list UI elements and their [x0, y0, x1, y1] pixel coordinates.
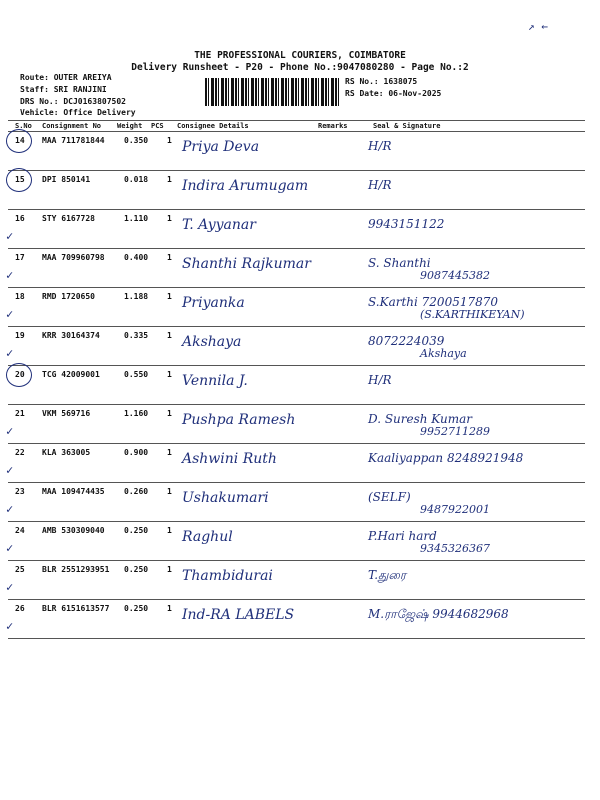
row-consignee: Indira Arumugam — [182, 178, 309, 194]
row-sno: 19 — [15, 331, 25, 340]
row-consignee: Shanthi Rajkumar — [182, 256, 311, 272]
row-pcs: 1 — [167, 409, 172, 418]
row-rule — [8, 365, 585, 366]
row-rule — [8, 209, 585, 210]
check-mark: ✓ — [6, 346, 14, 360]
row-rule — [8, 638, 585, 639]
row-weight: 0.400 — [124, 253, 149, 262]
row-consignment: BLR 2551293951 — [42, 565, 110, 574]
row-weight: 0.250 — [124, 565, 149, 574]
row-consignee: Akshaya — [182, 334, 242, 350]
col-consignee: Consignee Details — [177, 122, 249, 130]
col-weight: Weight — [117, 122, 143, 130]
row-sno: 25 — [15, 565, 25, 574]
row-signature: T.துரை — [368, 568, 407, 582]
route-label: Route: OUTER AREIYA — [20, 73, 112, 82]
row-consignment: DPI 850141 — [42, 175, 91, 184]
rs-date: RS Date: 06-Nov-2025 — [345, 89, 442, 98]
row-weight: 1.110 — [124, 214, 149, 223]
corner-scribble: ↗ ← — [528, 20, 548, 33]
row-rule — [8, 443, 585, 444]
row-consignee: Priyanka — [182, 295, 245, 311]
row-signature: H/R — [368, 373, 392, 387]
check-mark: ✓ — [6, 541, 14, 555]
row-consignment: MAA 709960798 — [42, 253, 105, 262]
row-signature: S. Shanthi — [368, 256, 431, 270]
row-signature-extra: (S.KARTHIKEYAN) — [420, 308, 525, 321]
sno-circle — [6, 129, 32, 153]
header-rule-top — [8, 120, 585, 121]
row-pcs: 1 — [167, 448, 172, 457]
row-consignment: BLR 6151613577 — [42, 604, 110, 613]
row-rule — [8, 326, 585, 327]
row-consignment: AMB 530309040 — [42, 526, 105, 535]
check-mark: ✓ — [6, 502, 14, 516]
row-rule — [8, 521, 585, 522]
row-weight: 1.188 — [124, 292, 149, 301]
col-remarks: Remarks — [318, 122, 348, 130]
row-weight: 0.260 — [124, 487, 149, 496]
row-rule — [8, 287, 585, 288]
row-weight: 0.335 — [124, 331, 149, 340]
row-pcs: 1 — [167, 565, 172, 574]
row-sno: 24 — [15, 526, 25, 535]
row-consignee: Pushpa Ramesh — [182, 412, 296, 428]
row-consignee: Ashwini Ruth — [182, 451, 277, 467]
row-signature: 8072224039 — [368, 334, 445, 348]
row-consignment: RMD 1720650 — [42, 292, 95, 301]
row-signature: S.Karthi 7200517870 — [368, 295, 499, 309]
row-signature: P.Hari hard — [368, 529, 437, 543]
sno-circle — [6, 168, 32, 192]
row-consignment: KLA 363005 — [42, 448, 91, 457]
row-rule — [8, 560, 585, 561]
row-consignment: MAA 109474435 — [42, 487, 105, 496]
rs-number: RS No.: 1638075 — [345, 77, 418, 86]
row-consignee: Ushakumari — [182, 490, 269, 506]
row-pcs: 1 — [167, 136, 172, 145]
check-mark: ✓ — [6, 580, 14, 594]
row-consignment: STY 6167728 — [42, 214, 95, 223]
row-sno: 23 — [15, 487, 25, 496]
col-pcs: PCS — [151, 122, 164, 130]
row-consignee: Vennila J. — [182, 373, 248, 389]
row-pcs: 1 — [167, 526, 172, 535]
row-weight: 0.350 — [124, 136, 149, 145]
row-signature: H/R — [368, 178, 392, 192]
row-consignment: VKM 569716 — [42, 409, 91, 418]
row-rule — [8, 248, 585, 249]
check-mark: ✓ — [6, 229, 14, 243]
header-rule-bottom — [8, 131, 585, 132]
row-sno: 16 — [15, 214, 25, 223]
sno-circle — [6, 363, 32, 387]
check-mark: ✓ — [6, 619, 14, 633]
row-weight: 0.550 — [124, 370, 149, 379]
row-pcs: 1 — [167, 292, 172, 301]
row-weight: 0.018 — [124, 175, 149, 184]
runsheet-subtitle: Delivery Runsheet - P20 - Phone No.:9047080280 - Page No.:2 — [131, 62, 469, 73]
row-signature-extra: Akshaya — [420, 347, 467, 360]
row-sno: 15 — [15, 175, 25, 184]
staff-label: Staff: SRI RANJINI — [20, 85, 107, 94]
barcode — [205, 78, 340, 106]
row-signature-extra: 9487922001 — [420, 503, 490, 516]
row-rule — [8, 404, 585, 405]
row-consignment: KRR 30164374 — [42, 331, 100, 340]
col-sno: S.No — [15, 122, 32, 130]
row-rule — [8, 599, 585, 600]
row-signature: H/R — [368, 139, 392, 153]
row-pcs: 1 — [167, 331, 172, 340]
row-rule — [8, 482, 585, 483]
company-title: THE PROFESSIONAL COURIERS, COIMBATORE — [194, 50, 406, 61]
vehicle-label: Vehicle: Office Delivery — [20, 108, 136, 117]
row-pcs: 1 — [167, 214, 172, 223]
check-mark: ✓ — [6, 463, 14, 477]
row-consignment: MAA 711781844 — [42, 136, 105, 145]
row-weight: 0.250 — [124, 526, 149, 535]
row-rule — [8, 170, 585, 171]
row-sno: 26 — [15, 604, 25, 613]
drs-number: DRS No.: DCJ0163807502 — [20, 97, 126, 106]
row-consignee: T. Ayyanar — [182, 217, 256, 233]
row-consignee: Priya Deva — [182, 139, 260, 155]
row-pcs: 1 — [167, 175, 172, 184]
row-signature-extra: 9952711289 — [420, 425, 490, 438]
check-mark: ✓ — [6, 307, 14, 321]
row-pcs: 1 — [167, 370, 172, 379]
row-weight: 0.250 — [124, 604, 149, 613]
row-sno: 20 — [15, 370, 25, 379]
row-signature: 9943151122 — [368, 217, 445, 231]
row-sno: 17 — [15, 253, 25, 262]
row-weight: 0.900 — [124, 448, 149, 457]
check-mark: ✓ — [6, 424, 14, 438]
row-signature: (SELF) — [368, 490, 411, 504]
row-consignee: Thambidurai — [182, 568, 273, 584]
row-signature: D. Suresh Kumar — [368, 412, 473, 426]
row-sno: 22 — [15, 448, 25, 457]
row-sno: 14 — [15, 136, 25, 145]
col-consignment: Consignment No — [42, 122, 102, 130]
col-signature: Seal & Signature — [373, 122, 441, 130]
row-sno: 18 — [15, 292, 25, 301]
row-consignee: Raghul — [182, 529, 233, 545]
row-signature-extra: 9087445382 — [420, 269, 490, 282]
row-pcs: 1 — [167, 487, 172, 496]
row-sno: 21 — [15, 409, 25, 418]
row-signature-extra: 9345326367 — [420, 542, 490, 555]
row-signature: M.ராஜேஷ் 9944682968 — [368, 607, 509, 621]
row-consignee: Ind-RA LABELS — [182, 607, 295, 623]
row-pcs: 1 — [167, 604, 172, 613]
row-signature: Kaaliyappan 8248921948 — [368, 451, 524, 465]
row-weight: 1.160 — [124, 409, 149, 418]
check-mark: ✓ — [6, 268, 14, 282]
row-consignment: TCG 42009001 — [42, 370, 100, 379]
row-pcs: 1 — [167, 253, 172, 262]
